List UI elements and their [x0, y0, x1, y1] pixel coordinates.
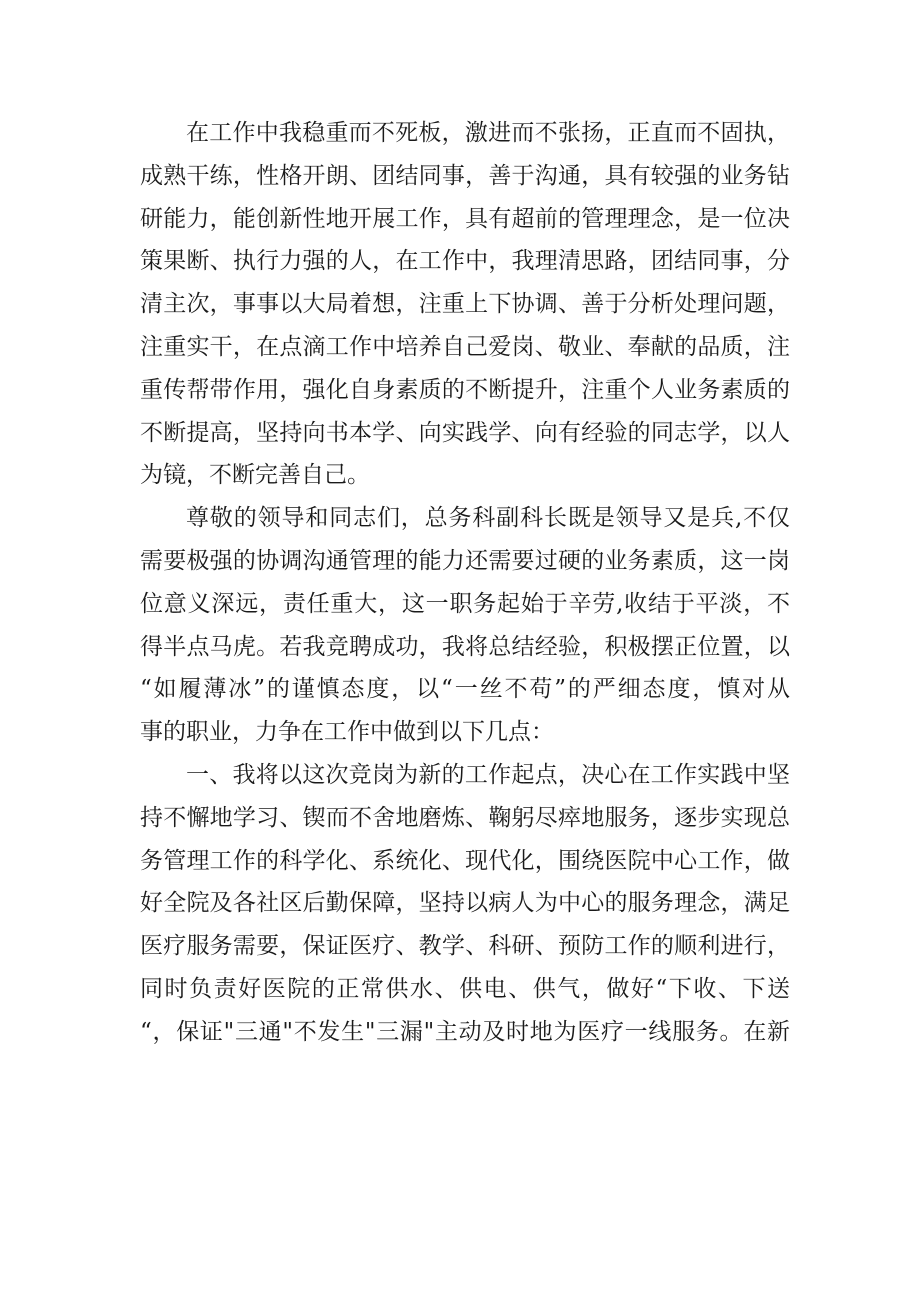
paragraph-3-line-6: 同时负责好医院的正常供水、供电、供气，做好“下收、下送 — [140, 975, 790, 1002]
paragraph-2-line-6: 事的职业，力争在工作中做到以下几点： — [140, 719, 554, 746]
paragraph-1-line-2: 成熟干练，性格开朗、团结同事，善于沟通，具有较强的业务钻 — [140, 162, 790, 189]
paragraph-2-line-2: 需要极强的协调沟通管理的能力还需要过硬的业务素质，这一岗 — [140, 547, 790, 574]
paragraph-2-line-1: 尊敬的领导和同志们，总务科副科长既是领导又是兵,不仅 — [186, 505, 790, 532]
paragraph-3-line-7: “，保证"三通"不发生"三漏"主动及时地为医疗一线服务。在新 — [140, 1018, 790, 1045]
paragraph-2-line-3: 位意义深远，责任重大，这一职务起始于辛劳,收结于平淡，不 — [140, 590, 790, 617]
paragraph-3-line-2: 持不懈地学习、锲而不舍地磨炼、鞠躬尽瘁地服务，逐步实现总 — [140, 804, 790, 831]
paragraph-1-line-5: 清主次，事事以大局着想，注重上下协调、善于分析处理问题， — [140, 291, 790, 318]
paragraph-1-line-8: 不断提高，坚持向书本学、向实践学、向有经验的同志学，以人 — [140, 419, 790, 446]
paragraph-3-line-3: 务管理工作的科学化、系统化、现代化，围绕医院中心工作，做 — [140, 847, 790, 874]
paragraph-1-line-6: 注重实干，在点滴工作中培养自己爱岗、敬业、奉献的品质，注 — [140, 333, 790, 360]
paragraph-2-line-4: 得半点马虎。若我竞聘成功，我将总结经验，积极摆正位置，以 — [140, 633, 790, 660]
paragraph-3-line-5: 医疗服务需要，保证医疗、教学、科研、预防工作的顺利进行， — [140, 933, 790, 960]
paragraph-1-line-3: 研能力，能创新性地开展工作，具有超前的管理理念，是一位决 — [140, 205, 790, 232]
paragraph-1-line-9: 为镜，不断完善自己。 — [140, 462, 370, 489]
paragraph-2-line-5: “如履薄冰”的谨慎态度，以“一丝不苟”的严细态度，慎对从 — [140, 676, 790, 703]
paragraph-1-line-4: 策果断、执行力强的人，在工作中，我理清思路，团结同事，分 — [140, 248, 790, 275]
paragraph-3-line-4: 好全院及各社区后勤保障，坚持以病人为中心的服务理念，满足 — [140, 890, 790, 917]
document-body — [140, 112, 790, 1054]
paragraph-3-line-1: 一、我将以这次竞岗为新的工作起点，决心在工作实践中坚 — [186, 761, 790, 788]
paragraph-1-line-7: 重传帮带作用，强化自身素质的不断提升，注重个人业务素质的 — [140, 376, 790, 403]
paragraph-1-line-1: 在工作中我稳重而不死板，激进而不张扬，正直而不固执， — [186, 120, 790, 146]
